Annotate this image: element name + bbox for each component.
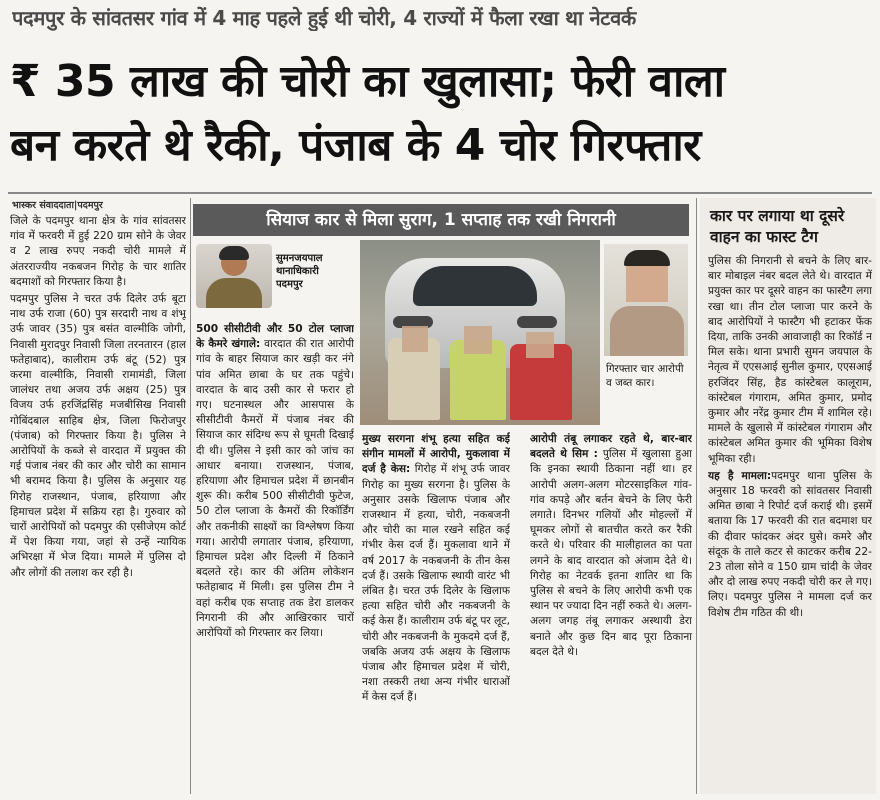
column-4 [530, 432, 692, 794]
section-banner: सियाज कार से मिला सुराग, 1 सप्ताह तक रखी निगरानी [193, 204, 689, 236]
sidebar-heading: कार पर लगाया था दूसरे वाहन का फास्ट टैग [710, 207, 845, 246]
column-1 [10, 214, 186, 796]
col2-text: वारदात की रात आरोपी गांव के बाहर सियाज कार खड़ी कर नंगे पांव अमित छाबा के घर तक पहुंचे। वारदात के बाद उसी कार से फरार हो गए। घटनास्थल और आसपास के सीसीटीवी कैमरों में पंजाब नंबर की सियाज कार संदिग्ध रूप से घूमती दिखाई दी थी। पुलिस ने इसी कार को जांच का आधार बनाया। राजस्थान, पंजाब, हरियाणा और हिमाचल प्रदेश में छानबीन शुरू की। करीब 500 सीसीटीवी फुटेज, 50 टोल प्लाजा के कैमरों की रिकॉर्डिंग और तकनीकी साक्ष्यों का विश्लेषण किया गया। आरोपी लगातार पंजाब, हरियाणा, हिमाचल प्रदेश और दिल्ली में ठिकाने बदलते रहे। कार की अंतिम लोकेशन फतेहाबाद में मिली। इस पुलिस टीम ने वहां करीब एक सप्ताह तक डेरा डालकर निगरानी की और आखिरकार चारों आरोपियों को गिरफ्तार कर लिया। [196, 338, 354, 640]
col4-text: पुलिस में खुलासा हुआ कि इनका स्थायी ठिकाना नहीं था। हर आरोपी अलग-अलग मोटरसाइकिल गांव-गांव कपड़े और बर्तन बेचने के लिए फेरी लगाते। दिनभर गलियों और मोहल्लों में घूमकर लोगों से बातचीत करते कर रैकी करते थे। परिवार की मालीहालत का पता लगने के बाद वारदात को अंजाम देते थे। गिरोह का नेटवर्क इतना शातिर था कि पुलिस से बचने के लिए आरोपी कभी एक स्थान पर ज्यादा दिन नहीं रुकते थे। अलग-अलग जगह तंबू लगाकर अस्थायी डेरा बनाते और कुछ दिन बाद पूरा ठिकाना बदल देते थे। [530, 448, 692, 658]
col3-subhead: मुख्य सरगना शंभू हत्या सहित कई संगीन मामलों में आरोपी, मुकलावा में दर्ज है केस: [362, 433, 510, 476]
suspect-photo [604, 244, 688, 356]
headline-line-1: ₹ 35 लाख की चोरी का खुलासा; फेरी वाला [10, 56, 725, 107]
byline: भास्कर संवाददाता|पदमपुर [12, 200, 103, 211]
col4-subhead: आरोपी तंबू लगाकर रहते थे, बार-बार बदलते थे सिम : [530, 433, 692, 461]
top-divider [8, 192, 872, 194]
officer-name: सुमनजयपाल [276, 253, 323, 264]
sidebar-column [708, 254, 872, 794]
officer-photo [196, 244, 272, 308]
column-3 [362, 432, 510, 794]
main-headline [10, 50, 870, 178]
sidebar-paragraph-1: पुलिस की निगरानी से बचने के लिए बार-बार मोबाइल नंबर बदल लेते थे। वारदात में प्रयुक्त कार पर दूसरे वाहन का फास्टैग लगा रखा था। तीन टोल प्लाजा पार करने के बाद आरोपियों ने फास्टैग भी हटाकर फेंक दिया, ताकि उनकी आवाजाही का रिकॉर्ड न मिल सके। थाना प्रभारी सुमन जयपाल के नेतृत्व में एएसआई सुनील कुमार, एएसआई हरजिंदर सिंह, हैड कांस्टेबल कालूराम, कांस्टेबल गंगाराम, अमित कुमार, प्रमोद कुमार और नरेंद्र कुमार टीम में शामिल रहे। मामले के खुलासे में कांस्टेबल गंगाराम और कांस्टेबल अमित कुमार की भूमिका विशेष भूमिका रही। [708, 255, 872, 465]
officer-caption [276, 252, 356, 291]
sidebar-subhead: यह है मामला: [708, 469, 772, 482]
officer-role: थानाधिकारी [276, 266, 319, 277]
seized-car-photo [360, 240, 600, 425]
col1-paragraph-2: पदमपुर पुलिस ने चरत उर्फ दिलेर उर्फ बूटा नाथ उर्फ राजा (60) पुत्र सरदारी नाथ व शंभू उर्फ जावर (35) पुत्र बसंत वाल्मीकि जोगी, निवासी मुरादपुर निवासी जिला तरनतारन (हाल फतेहाबाद), कालीराम उर्फ बंटू (52) पुत्र करमा वाल्मीकि, निवासी रामामंडी, जिला जालंधर तथा अजय उर्फ अक्षय (25) पुत्र विजय उर्फ हरजिंद्रसिंह मजबीसिख निवासी गोबिंदबाल साहिब क्षेत्र, जिला फिरोजपुर (पंजाब) को गिरफ्तार किया है। पुलिस ने आरोपियों के कब्जे से वारदात में प्रयुक्त की गई पंजाब नंबर की कार और चोरी का सामान भी बरामद किया है। पुलिस के अनुसार यह गिरोह राजस्थान, पंजाब, हरियाणा और हिमाचल प्रदेश में सक्रिय रहा है। गुरुवार को चारों आरोपियों को पदमपुर की एसीजेएम कोर्ट में पेश किया गया, जहां से उन्हें न्यायिक अभिरक्षा में भेज दिया। मामले में पुलिस दो और लोगों की तलाश कर रही है। [10, 293, 186, 579]
sidebar-paragraph-2-text: पदमपुर थाना पुलिस के अनुसार 18 फरवरी को सांवतसर निवासी अमित छाबा ने रिपोर्ट दर्ज कराई थी। इसमें बताया कि 17 फरवरी की रात बदमाश घर की दीवार फांदकर अंदर घुसे। कमरे और संदूक के ताले कटर से काटकर करीब 22-23 तोला सोने व 150 ग्राम चांदी के जेवर और दो लाख रुपए नकदी चोरी कर ले गए। लिए। पदमपुर पुलिस ने मामला दर्ज कर विशेष टीम गठित की थी। [708, 469, 872, 619]
column-2 [196, 322, 354, 794]
kicker-headline: पदमपुर के सांवतसर गांव में 4 माह पहले हुई थी चोरी, 4 राज्यों में फैला रखा था नेटवर्क [12, 6, 636, 30]
headline-line-2: बन करते थे रैकी, पंजाब के 4 चोर गिरफ्तार [10, 120, 701, 171]
col2-subhead: 500 सीसीटीवी और 50 टोल प्लाजा के कैमरे खंगाले: [196, 323, 354, 351]
officer-place: पदमपुर [276, 279, 303, 290]
col1-paragraph-1: जिले के पदमपुर थाना क्षेत्र के गांव सांवतसर गांव में फरवरी में हुई 220 ग्राम सोने के जेवर व 2 लाख रुपए नकदी चोरी मामले में अंतरराज्यीय नकबजन गिरोह के चार शातिर बदमाशों को गिरफ्तार किया है। [10, 215, 186, 288]
suspect-caption: गिरफ्तार चार आरोपी व जब्त कार। [606, 363, 684, 389]
column-divider-1 [190, 198, 191, 794]
column-divider-2 [696, 198, 697, 794]
col3-text: गिरोह में शंभू उर्फ जावर गिरोह का मुख्य सरगना है। पुलिस के अनुसार उसके खिलाफ पंजाब और राजस्थान में हत्या, चोरी, नकबजनी और चोरी का माल रखने सहित कई गंभीर केस दर्ज हैं। मुकलावा थाने में वर्ष 2017 के नकबजनी के तीन केस दर्ज हैं। उसके खिलाफ स्थायी वारंट भी लंबित है। चरत उर्फ दिलेर के खिलाफ हत्या सहित चोरी और नकबजनी के कई केस हैं। कालीराम उर्फ बंटू पर लूट, चोरी और नकबजनी के मुकदमे दर्ज हैं, जबकि अजय उर्फ अक्षय के खिलाफ पंजाब और हिमाचल प्रदेश में चोरी, नशा तस्करी तथा अन्य गंभीर धाराओं में केस दर्ज हैं। [362, 463, 510, 704]
sidebar-paragraph-2 [708, 469, 872, 621]
